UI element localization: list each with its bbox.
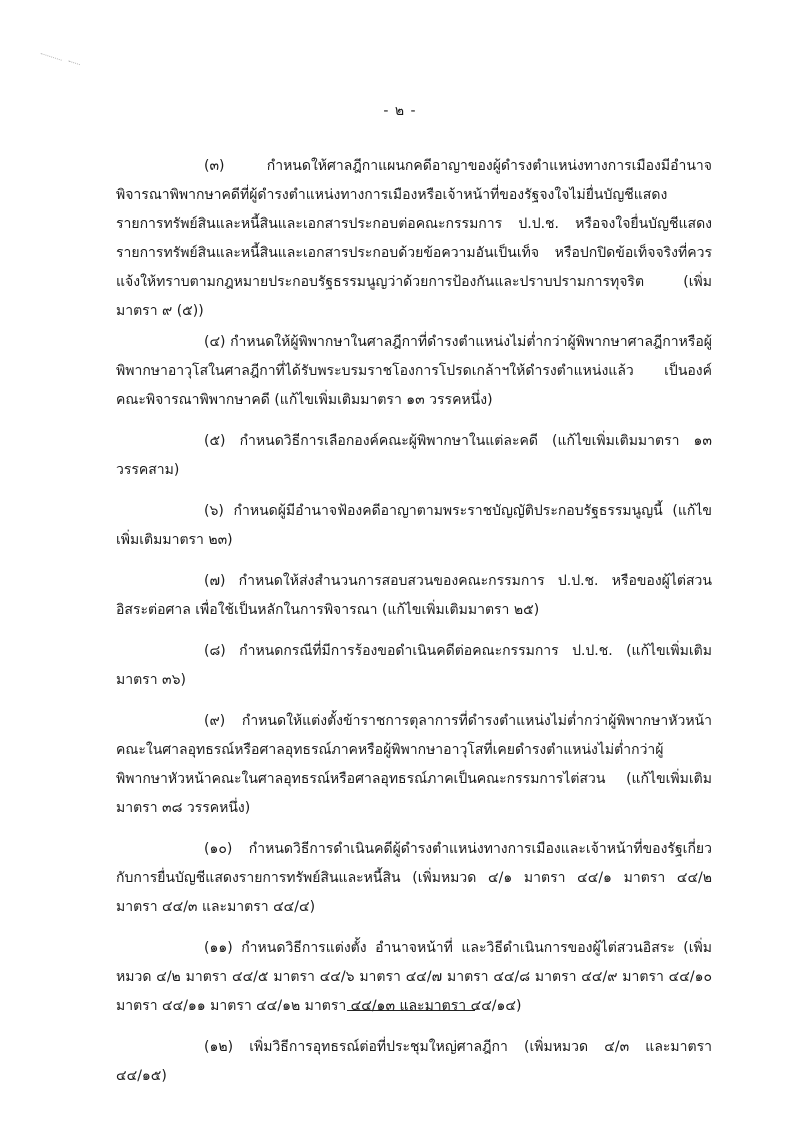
paragraph-7: (๗) กำหนดให้ส่งสำนวนการสอบสวนของคณะกรรมการ ป.ป.ช. หรือของผู้ไต่สวนอิสระต่อศาล เพื่อใช้เป็นหลักในการพิจารณา (แก้ไขเพิ่มเติมมาตรา ๒๕) <box>116 573 712 618</box>
page-number: - ๒ - <box>383 103 417 119</box>
scan-edge-mark <box>36 53 62 74</box>
paragraph-9: (๙) กำหนดให้แต่งตั้งข้าราชการตุลาการที่ดำรงตำแหน่งไม่ต่ำกว่าผู้พิพากษาหัวหน้าคณะในศาลอุทธรณ์หรือศาลอุทธรณ์ภาคหรือผู้พิพากษาอาวุโสที่เคยดำรงตำแหน่งไม่ต่ำกว่าผู้พิพากษาหัวหน้าคณะในศาลอุทธรณ์หรือศาลอุทธรณ์ภาคเป็นคณะกรรมการไต่สวน (แก้ไขเพิ่มเติมมาตรา ๓๘ วรรคหนึ่ง) <box>116 713 712 816</box>
paragraph-11: (๑๑) กำหนดวิธีการแต่งตั้ง อำนาจหน้าที่ และวิธีดำเนินการของผู้ไต่สวนอิสระ (เพิ่มหมวด ๔/๒ มาตรา ๔๔/๕ มาตรา ๔๔/๖ มาตรา ๔๔/๗ มาตรา ๔๔/๘ มาตรา ๔๔/๙ มาตรา ๔๔/๑๐ มาตรา ๔๔/๑๑ มาตรา ๔๔/๑๒ มาตรา ๔๔/๑๓ และมาตรา ๔๔/๑๔) <box>116 940 712 1014</box>
paragraph-10: (๑๐) กำหนดวิธีการดำเนินคดีผู้ดำรงตำแหน่งทางการเมืองและเจ้าหน้าที่ของรัฐเกี่ยวกับการยื่นบัญชีแสดงรายการทรัพย์สินและหนี้สิน (เพิ่มหมวด ๔/๑ มาตรา ๔๔/๑ มาตรา ๔๔/๒ มาตรา ๔๔/๓ และมาตรา ๔๔/๔) <box>116 841 712 915</box>
document-body <box>116 152 712 1103</box>
paragraph-12: (๑๒) เพิ่มวิธีการอุทธรณ์ต่อที่ประชุมใหญ่ศาลฎีกา (เพิ่มหมวด ๔/๓ และมาตรา ๔๔/๑๕) <box>116 1039 712 1084</box>
paragraph-6: (๖) กำหนดผู้มีอำนาจฟ้องคดีอาญาตามพระราชบัญญัติประกอบรัฐธรรมนูญนี้ (แก้ไขเพิ่มเติมมาตรา ๒๓) <box>116 503 712 548</box>
paragraph-8: (๘) กำหนดกรณีที่มีการร้องขอดำเนินคดีต่อคณะกรรมการ ป.ป.ช. (แก้ไขเพิ่มเติมมาตรา ๓๖) <box>116 643 712 688</box>
paragraph-4: (๔) กำหนดให้ผู้พิพากษาในศาลฎีกาที่ดำรงตำแหน่งไม่ต่ำกว่าผู้พิพากษาศาลฎีกาหรือผู้พิพากษาอาวุโสในศาลฎีกาที่ได้รับพระบรมราชโองการโปรดเกล้าฯให้ดำรงตำแหน่งแล้ว เป็นองค์คณะพิจารณาพิพากษาคดี (แก้ไขเพิ่มเติมมาตรา ๑๓ วรรคหนึ่ง) <box>116 334 712 408</box>
footer-rule <box>347 1010 475 1011</box>
scan-edge-mark <box>64 61 80 79</box>
paragraph-3: (๓) กำหนดให้ศาลฎีกาแผนกคดีอาญาของผู้ดำรงตำแหน่งทางการเมืองมีอำนาจพิจารณาพิพากษาคดีที่ผู้ดำรงตำแหน่งทางการเมืองหรือเจ้าหน้าที่ของรัฐจงใจไม่ยื่นบัญชีแสดงรายการทรัพย์สินและหนี้สินและเอกสารประกอบต่อคณะกรรมการ ป.ป.ช. หรือจงใจยื่นบัญชีแสดงรายการทรัพย์สินและหนี้สินและเอกสารประกอบด้วยข้อความอันเป็นเท็จ หรือปกปิดข้อเท็จจริงที่ควรแจ้งให้ทราบตามกฎหมายประกอบรัฐธรรมนูญว่าด้วยการป้องกันและปราบปรามการทุจริต (เพิ่มมาตรา ๙ (๕)) <box>116 158 712 319</box>
paragraph-5: (๕) กำหนดวิธีการเลือกองค์คณะผู้พิพากษาในแต่ละคดี (แก้ไขเพิ่มเติมมาตรา ๑๓ วรรคสาม) <box>116 433 712 478</box>
